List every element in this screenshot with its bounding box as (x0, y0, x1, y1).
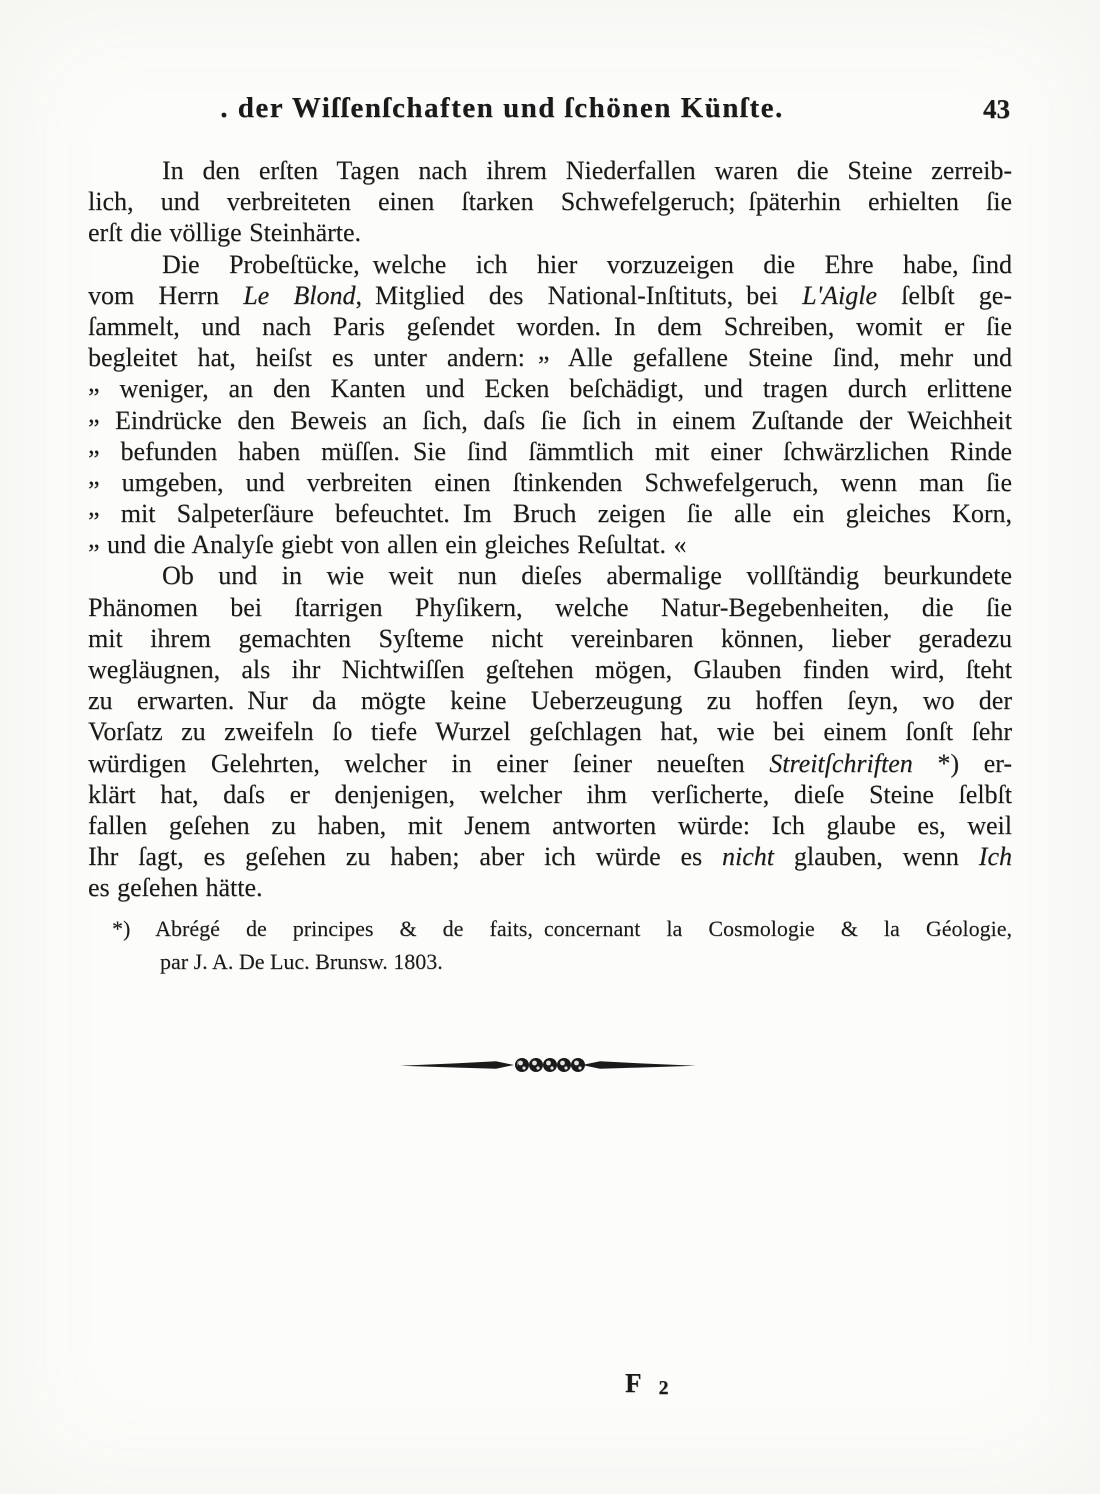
text-segment: Le Blond (243, 280, 356, 310)
quote-mark: „ (88, 398, 100, 428)
text-line (88, 311, 1012, 342)
text-line (88, 155, 1012, 186)
page-number: 43 (983, 94, 1010, 124)
quote-mark: „ (88, 429, 100, 459)
text-line (88, 336, 1012, 373)
text-line (88, 249, 1012, 280)
text-segment: Ich (978, 842, 1012, 872)
signature-letter: F (625, 1368, 642, 1398)
text-segment: Alle gefallene Steine ſind, mehr und (549, 343, 1012, 373)
text-line (88, 716, 1012, 747)
text-segment: lich, und verbreiteten einen ſtarken Schwefelgeruch; ſpäterhin erhielten ſie (88, 187, 1012, 217)
text-segment: fallen geſehen zu haben, mit Jenem antworten würde: Ich glaube es, weil (88, 810, 1012, 840)
text-line (88, 592, 1012, 623)
text-segment: Eindrücke den Beweis an ſich, daſs ſie ſich in einem Zuſtande der Weichheit (99, 405, 1012, 435)
text-segment: Ob und in wie weit nun dieſes abermalige vollſtändig beurkundete (162, 561, 1012, 591)
text-segment: klärt hat, daſs er denjenigen, welcher ihm verſicherte, dieſe Steine ſelbſt (88, 779, 1012, 809)
footnote-line: par J. A. De Luc. Brunsw. 1803. (160, 949, 443, 974)
quote-mark: „ (537, 336, 550, 366)
quote-mark: „ (88, 367, 100, 397)
text-line (88, 398, 1012, 436)
quote-mark: „ (88, 523, 100, 553)
text-line (88, 685, 1012, 716)
text-block (88, 155, 1012, 904)
text-segment: glauben, wenn (774, 842, 979, 872)
text-segment: würdigen Gelehrten, welcher in einer ſeiner neueſten (88, 748, 770, 778)
text-segment: mit Salpeterſäure befeuchtet. Im Bruch zeigen ſie alle ein gleiches Korn, (99, 499, 1012, 529)
text-line (88, 654, 1012, 685)
text-segment: wegläugnen, als ihr Nichtwiſſen geſtehen mögen, Glauben finden wird, ſteht (88, 655, 1012, 684)
text-segment: Phänomen bei ſtarrigen Phyſikern, welche Natur-Begebenheiten, die ſie (88, 592, 1012, 622)
text-segment: Ihr ſagt, es geſehen zu haben; aber ich würde es (88, 842, 723, 872)
text-line (88, 186, 1012, 217)
text-segment: umgeben, und verbreiten einen ſtinkenden Schwefelgeruch, wenn man ſie (99, 467, 1012, 497)
footer-signature (625, 1368, 669, 1399)
text-segment: In den erſten Tagen nach ihrem Niederfallen waren die Steine zerreib- (162, 156, 1012, 185)
text-line (88, 461, 1012, 498)
text-line (88, 280, 1012, 311)
signature-number: 2 (658, 1377, 669, 1399)
text-segment: ſammelt, und nach Paris geſendet worden. In dem Schreiben, womit er ſie (88, 311, 1012, 341)
text-line (88, 623, 1012, 654)
text-segment: mit ihrem gemachten Syſteme nicht vereinbaren können, lieber geradezu (88, 623, 1012, 653)
text-line (88, 492, 1012, 529)
tailpiece-ornament-icon (400, 1050, 696, 1080)
text-segment: ſelbſt ge- (877, 280, 1012, 310)
text-line (88, 217, 1012, 248)
quote-mark: „ (88, 461, 100, 491)
text-segment: erſt die völlige Steinhärte. (88, 218, 362, 248)
text-segment: und die Analyſe giebt von allen ein gleiches Reſultat. « (99, 530, 687, 560)
text-line (88, 523, 1012, 560)
text-line (88, 367, 1012, 404)
text-segment: vom Herrn (88, 280, 244, 310)
text-line (88, 841, 1012, 872)
text-line (88, 779, 1012, 810)
text-segment: weniger, an den Kanten und Ecken beſchädigt, und tragen durch erlittene (99, 374, 1012, 404)
text-segment: befunden haben müſſen. Sie ſind ſämmtlich mit einer ſchwärzlichen Rinde (99, 436, 1012, 466)
text-segment: Vorſatz zu zweifeln ſo tiefe Wurzel geſchlagen hat, wie bei einem ſonſt ſehr (88, 717, 1012, 747)
text-segment: *) er- (912, 748, 1012, 778)
footnote (112, 912, 1012, 978)
text-segment: Streitſchriften (769, 748, 913, 778)
footnote-line: *) Abrégé de principes & de faits, concernant la Cosmologie & la Géologie, (112, 916, 1012, 941)
text-line (88, 872, 1012, 903)
text-line (88, 810, 1012, 841)
text-segment: , Mitglied des National-Inſtituts, bei (355, 280, 803, 310)
text-line (88, 429, 1012, 467)
text-line (88, 560, 1012, 591)
text-segment: zu erwarten. Nur da mögte keine Ueberzeugung zu hoffen ſeyn, wo der (88, 686, 1012, 716)
quote-mark: „ (88, 492, 100, 522)
text-segment: es geſehen hätte. (88, 873, 263, 903)
text-segment: nicht (722, 842, 775, 872)
text-line (88, 748, 1012, 779)
running-header (88, 92, 1012, 132)
text-segment: begleitet hat, heiſst es unter andern: (88, 343, 538, 373)
text-segment: L'Aigle (802, 280, 877, 310)
text-segment: Die Probeſtücke, welche ich hier vorzuzeigen die Ehre habe, ſind (162, 249, 1012, 279)
header-title: . der Wiſſenſchaften und ſchönen Künſte. (220, 92, 784, 124)
